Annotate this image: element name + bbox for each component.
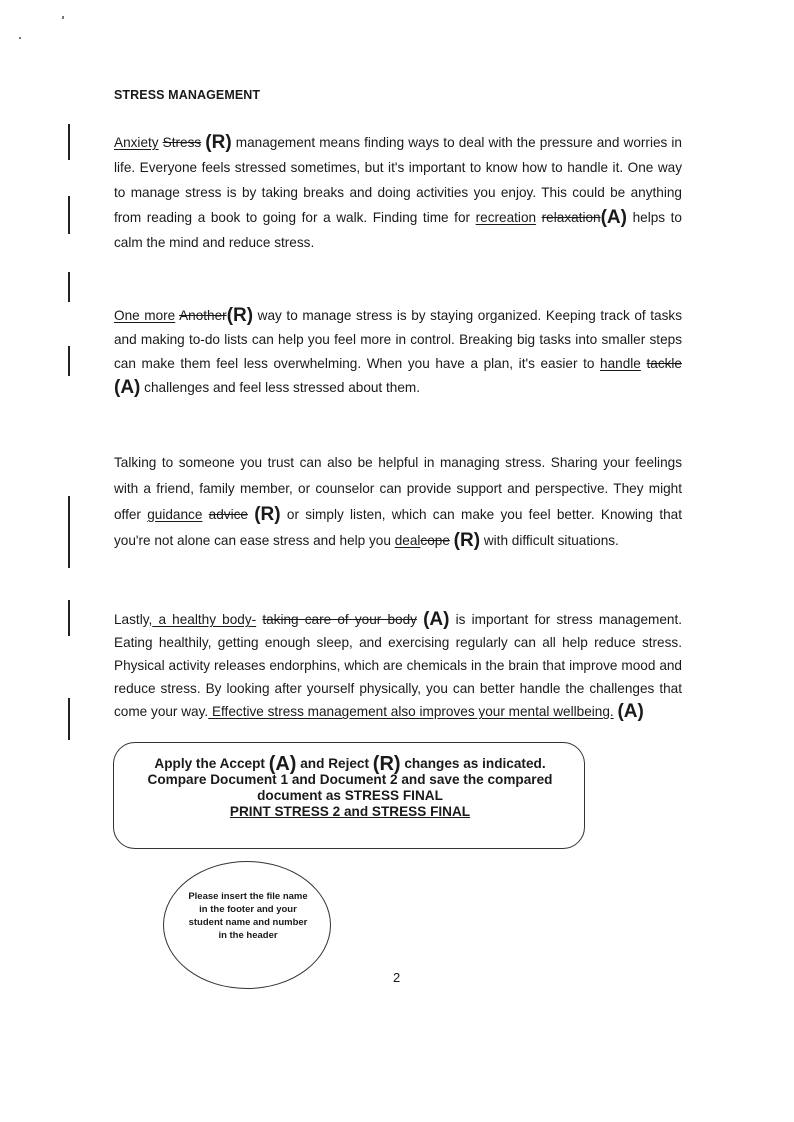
change-bar [68,698,70,740]
instructions-segment: changes as indicated. [400,756,546,771]
change-bar [68,600,70,636]
paragraph-2 [114,304,682,400]
inserted-text: a healthy body- [152,612,257,627]
accept-symbol: (A) [268,753,297,775]
page-title: STRESS MANAGEMENT [114,88,261,102]
paragraph-text: with difficult situations. [480,533,619,548]
oval-note-text: Please insert the file name in the footer and your student name and number in the header [188,891,308,941]
page-number: 2 [393,970,401,985]
instructions-line-2: Compare Document 1 and Document 2 and save the compared document as STRESS FINAL [147,772,553,803]
accept-mark: (A) [617,701,644,722]
instructions-text [140,753,560,820]
deleted-text: advice [208,507,248,522]
inserted-text: guidance [147,507,203,522]
paragraph-text: helps to calm the mind and reduce stress. [114,210,682,250]
change-bar [68,272,70,302]
reject-mark: (R) [254,504,281,525]
change-bar [68,124,70,160]
scan-speck [19,37,21,39]
deleted-text: Stress [162,135,202,150]
accept-mark: (A) [423,609,450,630]
paragraph-1 [114,130,682,255]
accept-mark: (A) [114,377,141,398]
reject-symbol: (R) [372,753,401,775]
accept-mark: (A) [600,207,627,228]
change-bar [68,346,70,376]
reject-mark: (R) [453,530,481,551]
paragraph-3 [114,450,682,554]
inserted-text: One more [114,308,176,323]
paragraph-text: Talking to someone you trust can also be helpful in managing stress. Sharing your feelings with a friend, family member, or counselor can provide support and perspective. They might offer [114,455,682,522]
reject-mark: (R) [205,132,232,153]
paragraph-text: management means finding ways to deal with the pressure and worries in life. Everyone feels stressed sometimes, but it's important to know how to handle it. One way to manage stress is by taking breaks and doing activities you enjoy. This could be anything from reading a book to going for a walk. Finding time for [114,135,682,225]
instructions-segment: Apply the Accept [154,756,269,771]
paragraph-text: way to manage stress is by staying organized. Keeping track of tasks and making to-do lists can help you feel more in control. Breaking big tasks into smaller steps can make them feel less overwhelming. When you have a plan, it's easier to [114,308,682,371]
paragraph-text: is important for stress management. Eating healthily, getting enough sleep, and exercising regularly can all help reduce stress. Physical activity releases endorphins, which are chemicals in the brain that improve mood and reduce stress. By looking after yourself physically, you can better handle the challenges that come your way. [114,612,683,719]
paragraph-text: Lastly, [114,612,153,627]
deleted-text: tackle [646,356,682,371]
scan-speck [62,16,64,19]
deleted-text: relaxation [541,210,601,225]
instructions-segment: and Reject [296,756,373,771]
inserted-text: Effective stress management also improves your mental wellbeing. [208,704,614,719]
deleted-text: taking care of your body [262,612,417,627]
inserted-text: deal [394,533,421,548]
paragraph-text: challenges and feel less stressed about them. [140,380,420,395]
inserted-text: Anxiety [114,135,159,150]
deleted-text: Another [179,308,227,323]
reject-mark: (R) [226,305,254,326]
inserted-text: handle [600,356,641,371]
change-bar [68,196,70,234]
deleted-text: cope [420,533,450,548]
paragraph-4 [114,608,682,723]
instructions-line-1 [140,753,560,775]
inserted-text: recreation [475,210,537,225]
change-bar [68,496,70,568]
paragraph-text: or simply listen, which can make you feel better. Knowing that you're not alone can ease stress and help you [114,507,682,548]
instructions-line-3: PRINT STRESS 2 and STRESS FINAL [229,804,471,819]
